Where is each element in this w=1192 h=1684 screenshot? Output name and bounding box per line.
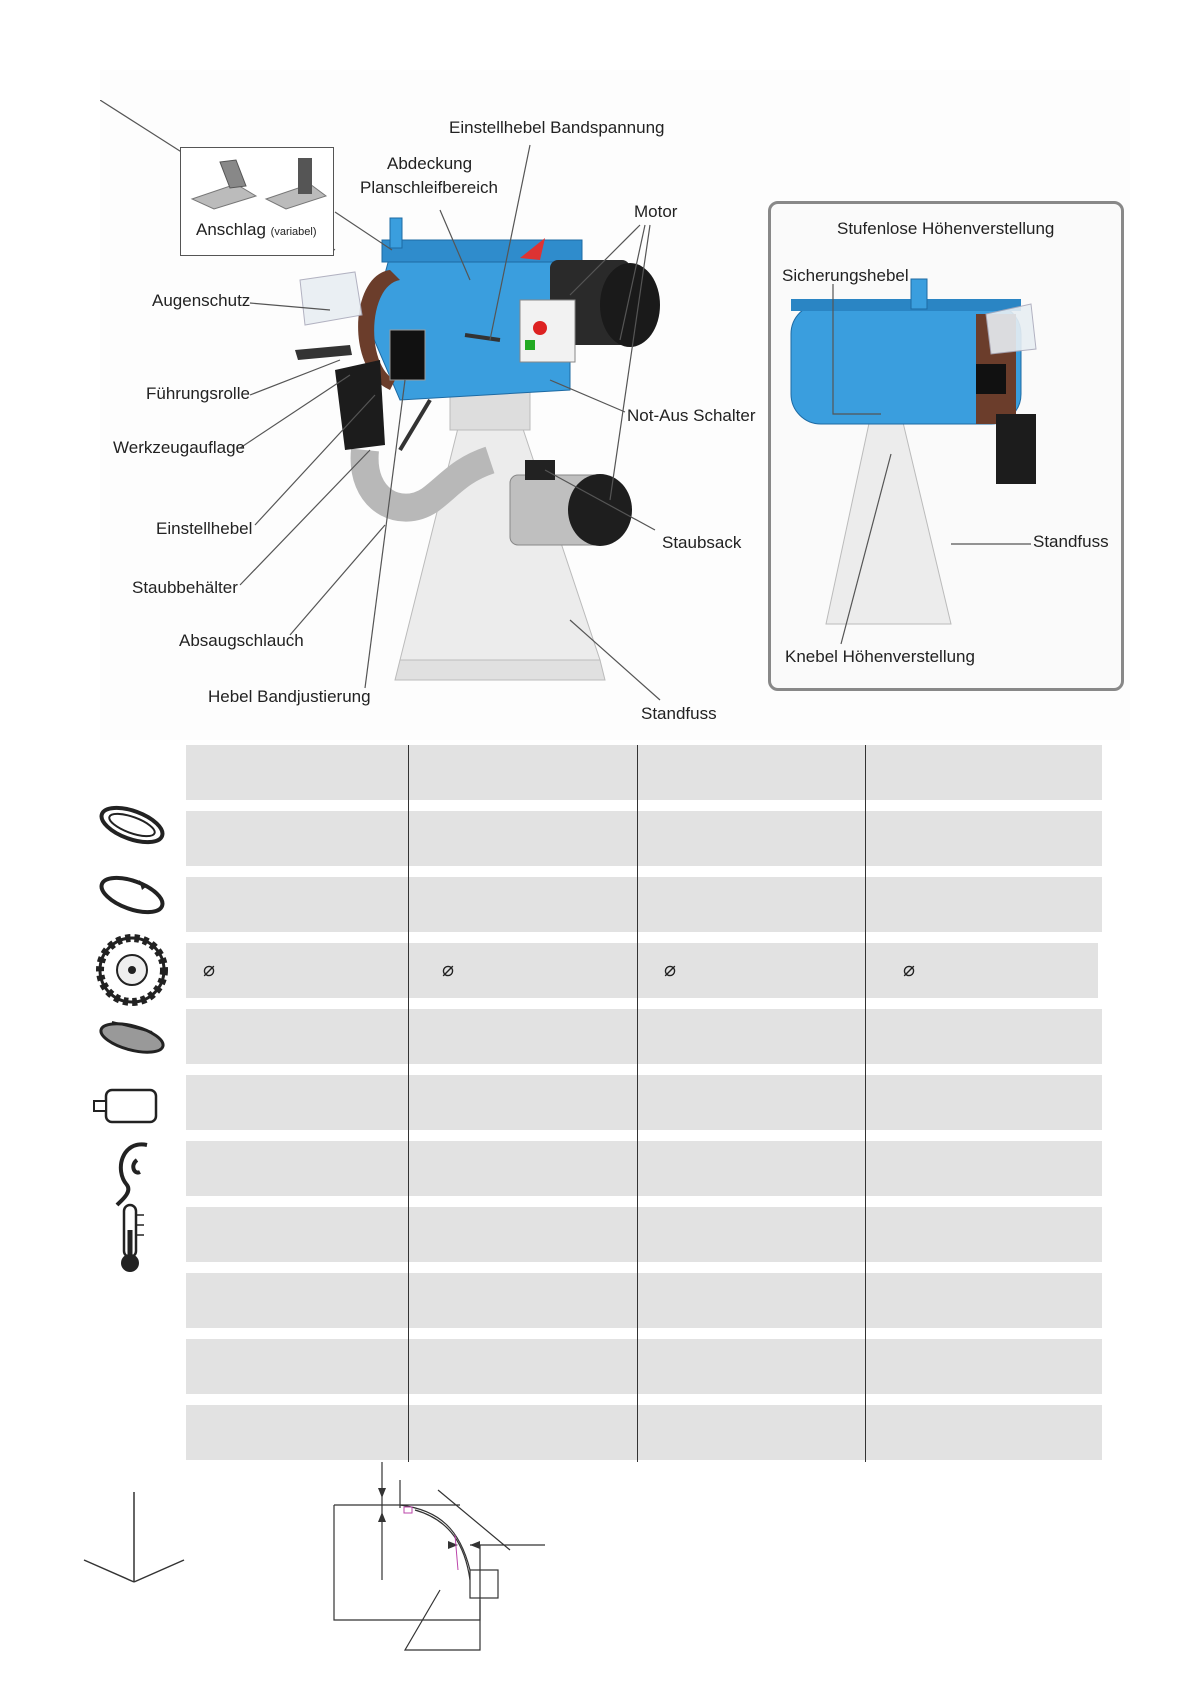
table-row <box>186 1009 1102 1064</box>
label-staubsack: Staubsack <box>662 533 742 552</box>
table-row <box>186 811 1102 866</box>
label-hebel-bandjustierung: Hebel Bandjustierung <box>208 687 371 706</box>
table-row <box>186 1207 1102 1262</box>
contact-wheel-icon <box>100 938 164 1002</box>
diameter-symbol: ⌀ <box>203 959 216 981</box>
motor-icon <box>94 1090 156 1122</box>
table-row <box>186 1141 1102 1196</box>
diameter-symbol: ⌀ <box>442 959 455 981</box>
label-fuehrungsrolle: Führungsrolle <box>146 384 250 403</box>
table-row <box>186 745 1102 800</box>
inset-label-knebel: Knebel Höhenverstellung <box>785 647 975 666</box>
label-werkzeugauflage: Werkzeugauflage <box>113 438 245 457</box>
table-row <box>186 877 1102 932</box>
label-staubbehaelter: Staubbehälter <box>132 578 238 597</box>
table-row <box>186 1273 1102 1328</box>
belt-direction-icon <box>97 871 167 919</box>
label-einstellhebel: Einstellhebel <box>156 519 253 538</box>
label-einstellhebel-bandspannung: Einstellhebel Bandspannung <box>449 118 665 137</box>
belt-width-icon <box>98 1018 166 1058</box>
thermometer-icon <box>121 1205 144 1272</box>
column-divider <box>637 745 638 1462</box>
label-not-aus: Not-Aus Schalter <box>627 406 756 425</box>
clearance-diagram <box>320 1460 560 1660</box>
label-absaugschlauch: Absaugschlauch <box>179 631 304 650</box>
column-divider <box>408 745 409 1462</box>
anschlag-label: Anschlag (variabel) <box>196 220 317 239</box>
inset-label-sicherungshebel: Sicherungshebel <box>782 266 909 285</box>
label-planschleifbereich: Planschleifbereich <box>360 178 498 197</box>
table-row <box>186 1405 1102 1460</box>
table-row <box>186 1075 1102 1130</box>
belt-icon <box>97 801 167 849</box>
anschlag-inset <box>180 147 334 256</box>
inset-label-standfuss: Standfuss <box>1033 532 1109 551</box>
down-arrow-icon <box>80 1490 190 1590</box>
label-augenschutz: Augenschutz <box>152 291 251 310</box>
spec-icons <box>92 800 172 1280</box>
label-abdeckung: Abdeckung <box>387 154 473 173</box>
ear-icon <box>117 1144 147 1205</box>
label-motor: Motor <box>634 202 678 221</box>
diameter-symbol: ⌀ <box>903 959 916 981</box>
label-standfuss: Standfuss <box>641 704 717 723</box>
fence-illustration <box>186 154 328 214</box>
diameter-symbol: ⌀ <box>664 959 677 981</box>
column-divider <box>865 745 866 1462</box>
table-row <box>186 1339 1102 1394</box>
inset-title: Stufenlose Höhenverstellung <box>837 219 1055 238</box>
table-row <box>186 943 1098 998</box>
